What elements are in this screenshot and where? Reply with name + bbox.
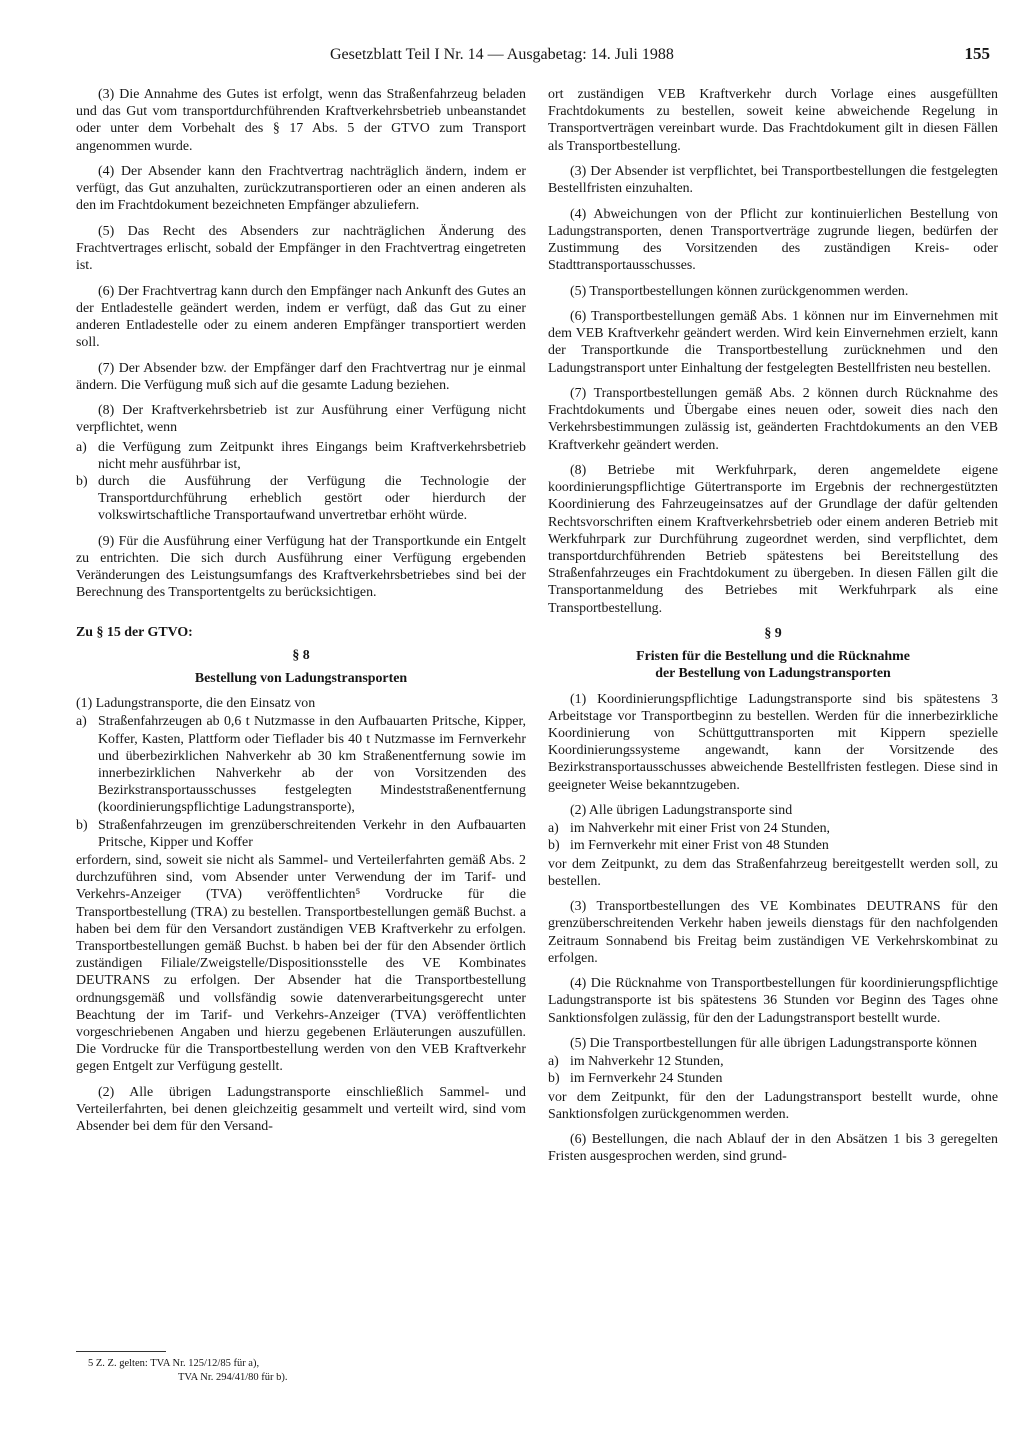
paragraph: (9) Für die Ausführung einer Verfügung hat der Transportkunde ein Entgelt zu entrichten. Die sich durch Ausführung einer Verfügung ergebenden Veränderungen des Leistungsumfangs des Kraftverkehrsbetriebes sind bei der Berechnung des Transportentgelts zu berücksichtigen. [76, 533, 526, 601]
list-item-text: durch die Ausführung der Verfügung die Technologie der Transportdurchführung erheblich gestört oder hierdurch der volkswirtschaftliche Transportaufwand unvertretbar erhöht würde. [98, 474, 526, 524]
paragraph: vor dem Zeitpunkt, für den der Ladungstransport bestellt wurde, ohne Sanktionsfolgen zurückgenommen werden. [548, 1089, 998, 1122]
list-item [548, 1053, 998, 1070]
list-item-text: im Nahverkehr 12 Stunden, [570, 1054, 724, 1070]
paragraph: (5) Transportbestellungen können zurückgenommen werden. [570, 283, 909, 299]
paragraph: (2) Alle übrigen Ladungstransporte einschließlich Sammel- und Verteilerfahrten, bei denen gleichzeitig gesammelt und verteilt wird, sind vom Absender bei dem für den Versand- [76, 1084, 526, 1135]
paragraph: vor dem Zeitpunkt, zu dem das Straßenfahrzeug bereitgestellt werden soll, zu bestellen. [548, 856, 998, 889]
list-items-9-5 [548, 1053, 998, 1087]
paragraph: ort zuständigen VEB Kraftverkehr durch Vorlage eines ausgefüllten Frachtdokuments zu bestellen, soweit keine abweichende Regelung in Transportverträgen vereinbart wurde. Das Frachtdokument gilt in diesen Fällen als Transportbestellung. [548, 87, 998, 154]
list-item-label: b) [548, 838, 560, 854]
list-item [548, 1070, 998, 1087]
paragraph: (8) Betriebe mit Werkfuhrpark, deren angemeldete eigene koordinierungspflichtige Gütertransporte im Ergebnis der rechnergestützten Koordinierung des Fahrzeugeinsatzes auf der Grundlage der dafür geltenden Rechtsvorschriften einem Kraftverkehrsbetrieb oder einem anderen Betrieb mit Werkfuhrpark zur Durchführung zugeordnet werden, sind verpflichtet, dem transportdurchführenden Betrieb spätestens bei Bereitstellung des Straßenfahrzeuges ein Frachtdokument zu übergeben. In diesen Fällen gilt die Transportanmeldung des Betriebes mit Werkfuhrpark als eine Transportbestellung. [548, 462, 998, 616]
paragraph: (3) Der Absender ist verpflichtet, bei Transportbestellungen die festgelegten Bestellfristen einzuhalten. [548, 164, 998, 197]
paragraph: (6) Transportbestellungen gemäß Abs. 1 können nur im Einvernehmen mit dem VEB Kraftverkehr geändert werden. Wird kein Einvernehmen erzielt, kann der Transportkunde die Transportbestellung zurücknehmen und den Ladungstransport unter Einhaltung der festgelegten Bestellfristen neu bestellen. [548, 308, 998, 376]
page-header [330, 44, 990, 70]
list-item-label: a) [548, 1054, 559, 1070]
list-item-label: b) [76, 474, 88, 489]
list-items-1 [76, 713, 526, 851]
paragraph: (4) Die Rücknahme von Transportbestellungen für koordinierungspflichtige Ladungstransporte ist bis spätestens 36 Stunden vor Beginn des Tages ohne Sanktionsfolgen zulässig, für den der Ladungstransport bestellt wurde. [548, 976, 998, 1026]
paragraph: (6) Bestellungen, die nach Ablauf der in den Absätzen 1 bis 3 geregelten Fristen ausgesprochen werden, sind grund- [548, 1132, 998, 1165]
list-item-text: Straßenfahrzeugen ab 0,6 t Nutzmasse in den Aufbauarten Pritsche, Kipper, Koffer, Kasten, Plattform oder Tieflader bis 40 t Nutzmasse im Fernverkehr und überbezirklichen Nahverkehr ab 30 km Straßenentfernung sowie im innerbezirklichen Nahverkehr ab der von Vorsitzenden des Bezirkstransportausschusses festgelegten Mindeststraßenentfernung (koordinierungspflichtige Ladungstransporte), [98, 714, 526, 816]
list-item-text: im Fernverkehr 24 Stunden [570, 1071, 723, 1087]
list-item-label: b) [548, 1071, 560, 1087]
paragraph: (1) Ladungstransporte, die den Einsatz von [76, 696, 316, 712]
section-title-line: der Bestellung von Ladungstransporten [655, 666, 891, 682]
paragraph: (6) Der Frachtvertrag kann durch den Empfänger nach Ankunft des Gutes an der Entladestelle geändert werden, indem er verfügt, daß das Gut zu einer anderen Entladestelle oder zu einem anderen Empfänger transportiert werden soll. [76, 283, 526, 351]
section-title: Bestellung von Ladungstransporten [194, 671, 408, 687]
list-item [76, 817, 526, 851]
list-item [76, 439, 526, 473]
list-item [548, 820, 998, 837]
zu-heading: Zu § 15 der GTVO: [76, 624, 193, 640]
page-number: 155 [964, 44, 990, 63]
section-number: § 8 [292, 647, 310, 663]
footnote-line: TVA Nr. 294/41/80 für b). [178, 1372, 288, 1383]
section-title [548, 648, 998, 682]
paragraph: (3) Die Annahme des Gutes ist erfolgt, wenn das Straßenfahrzeug beladen und das Gut vom transportdurchführenden Kraftverkehrsbetrieb unbeanstandet oder unter dem Vorbehalt des § 17 Abs. 5 der GTVO zum Transport angenommen wurde. [76, 87, 526, 154]
list-item-text: die Verfügung zum Zeitpunkt ihres Eingangs beim Kraftverkehrsbetrieb nicht mehr ausführbar ist, [98, 439, 526, 472]
paragraph: (8) Der Kraftverkehrsbetrieb ist zur Ausführung einer Verfügung nicht verpflichtet, wenn [76, 403, 526, 436]
paragraph: (4) Der Absender kann den Frachtvertrag nachträglich ändern, indem er verfügt, das Gut anzuhalten, zurückzutransportieren oder an einen anderen als den im Frachtdokument bezeichneten Empfänger abzuliefern. [76, 164, 526, 214]
list-items-9-2 [548, 820, 998, 854]
list-item [76, 713, 526, 816]
list-item-label: a) [76, 714, 87, 730]
paragraph: (1) Koordinierungspflichtige Ladungstransporte sind bis spätestens 3 Arbeitstage vor Transportbeginn zu bestellen. Werden für die innerbezirkliche Koordinierung von Schüttguttransporten mit Kippern spezielle Koordinierungssysteme angewandt, kann der Vorsitzende des Bezirkstransportausschusses abweichende Bestellfristen festlegen. Diese sind in geeigneter Weise bekanntzugeben. [548, 691, 998, 793]
paragraph: erfordern, sind, soweit sie nicht als Sammel- und Verteilerfahrten gemäß Abs. 2 durchzuführen sind, vom Absender unter Verwendung der im Tarif- und Verkehrs-Anzeiger (TVA) veröffentlichten⁵ Vordrucke für die Transportbestellung (TRA) zu bestellen. Transportbestellungen gemäß Buchst. a haben bei dem für den Versandort zuständigen VEB Kraftverkehr zu erfolgen. Transportbestellungen gemäß Buchst. b haben bei der für den Absender örtlich zuständigen Filiale/Zweigstelle/Dispositionsstelle des VE Kombinates DEUTRANS zu erfolgen. Der Absender hat die Transportbestellung ordnungsgemäß und vollsfändig sowie datenverarbeitungsgerecht unter Beachtung der im Tarif- und Verkehrs-Anzeiger (TVA) veröffentlichten vorgeschriebenen Angaben und hierzu gegebenen Erläuterungen auszufüllen. Die Vordrucke für die Transportbestellung werden von den VEB Kraftverkehr gegen Entgelt zur Verfügung gestellt. [76, 853, 526, 1075]
footnote-line: 5 Z. Z. gelten: TVA Nr. 125/12/85 für a), [88, 1358, 260, 1369]
footnote [88, 1357, 508, 1385]
list-items-8 [76, 439, 526, 525]
paragraph: (5) Das Recht des Absenders zur nachträglichen Änderung des Frachtvertrages erlischt, sobald der Empfänger in den Frachtvertrag eingetreten ist. [76, 223, 526, 274]
list-item [76, 473, 526, 525]
list-item-label: a) [548, 821, 559, 837]
paragraph: (7) Transportbestellungen gemäß Abs. 2 können durch Rücknahme des Frachtdokuments und Übergabe eines neuen oder, soweit dies nach den Verkehrsbestimmungen zulässig ist, geänderten Frachtdokuments an den VEB Kraftverkehr geändert werden. [548, 385, 998, 453]
section-number: § 9 [764, 626, 782, 641]
paragraph: (4) Abweichungen von der Pflicht zur kontinuierlichen Bestellung von Ladungstransporten, denen Transportverträge zugrunde liegen, bedürfen der Zustimmung des Vorsitzenden des zuständigen Kreis- oder Stadttransportausschusses. [548, 206, 998, 274]
paragraph: (3) Transportbestellungen des VE Kombinates DEUTRANS für den grenzüberschreitenden Verkehr haben jeweils dienstags für den nachfolgenden Zeitraum Sonnabend bis Freitag beim zuständigen VE Verkehrskombinat zu erfolgen. [548, 899, 998, 966]
paragraph: (7) Der Absender bzw. der Empfänger darf den Frachtvertrag nur je einmal ändern. Die Verfügung muß sich auf die gesamte Ladung beziehen. [76, 360, 526, 393]
paragraph: (5) Die Transportbestellungen für alle übrigen Ladungstransporte können [570, 1036, 977, 1052]
left-column [76, 86, 526, 1144]
header-title: Gesetzblatt Teil I Nr. 14 — Ausgabetag: 14. Juli 1988 [330, 46, 674, 63]
right-column [548, 86, 998, 1174]
list-item-text: im Nahverkehr mit einer Frist von 24 Stunden, [570, 821, 831, 837]
list-item-text: im Fernverkehr mit einer Frist von 48 Stunden [570, 838, 829, 854]
list-item [548, 837, 998, 854]
list-item-label: a) [76, 439, 87, 455]
footnote-rule [76, 1351, 166, 1352]
paragraph: (2) Alle übrigen Ladungstransporte sind [570, 803, 793, 819]
section-title-line: Fristen für die Bestellung und die Rücknahme [636, 649, 910, 665]
list-item-label: b) [76, 817, 88, 833]
list-item-text: Straßenfahrzeugen im grenzüberschreitenden Verkehr in den Aufbauarten Pritsche, Kipper und Koffer [98, 817, 526, 850]
